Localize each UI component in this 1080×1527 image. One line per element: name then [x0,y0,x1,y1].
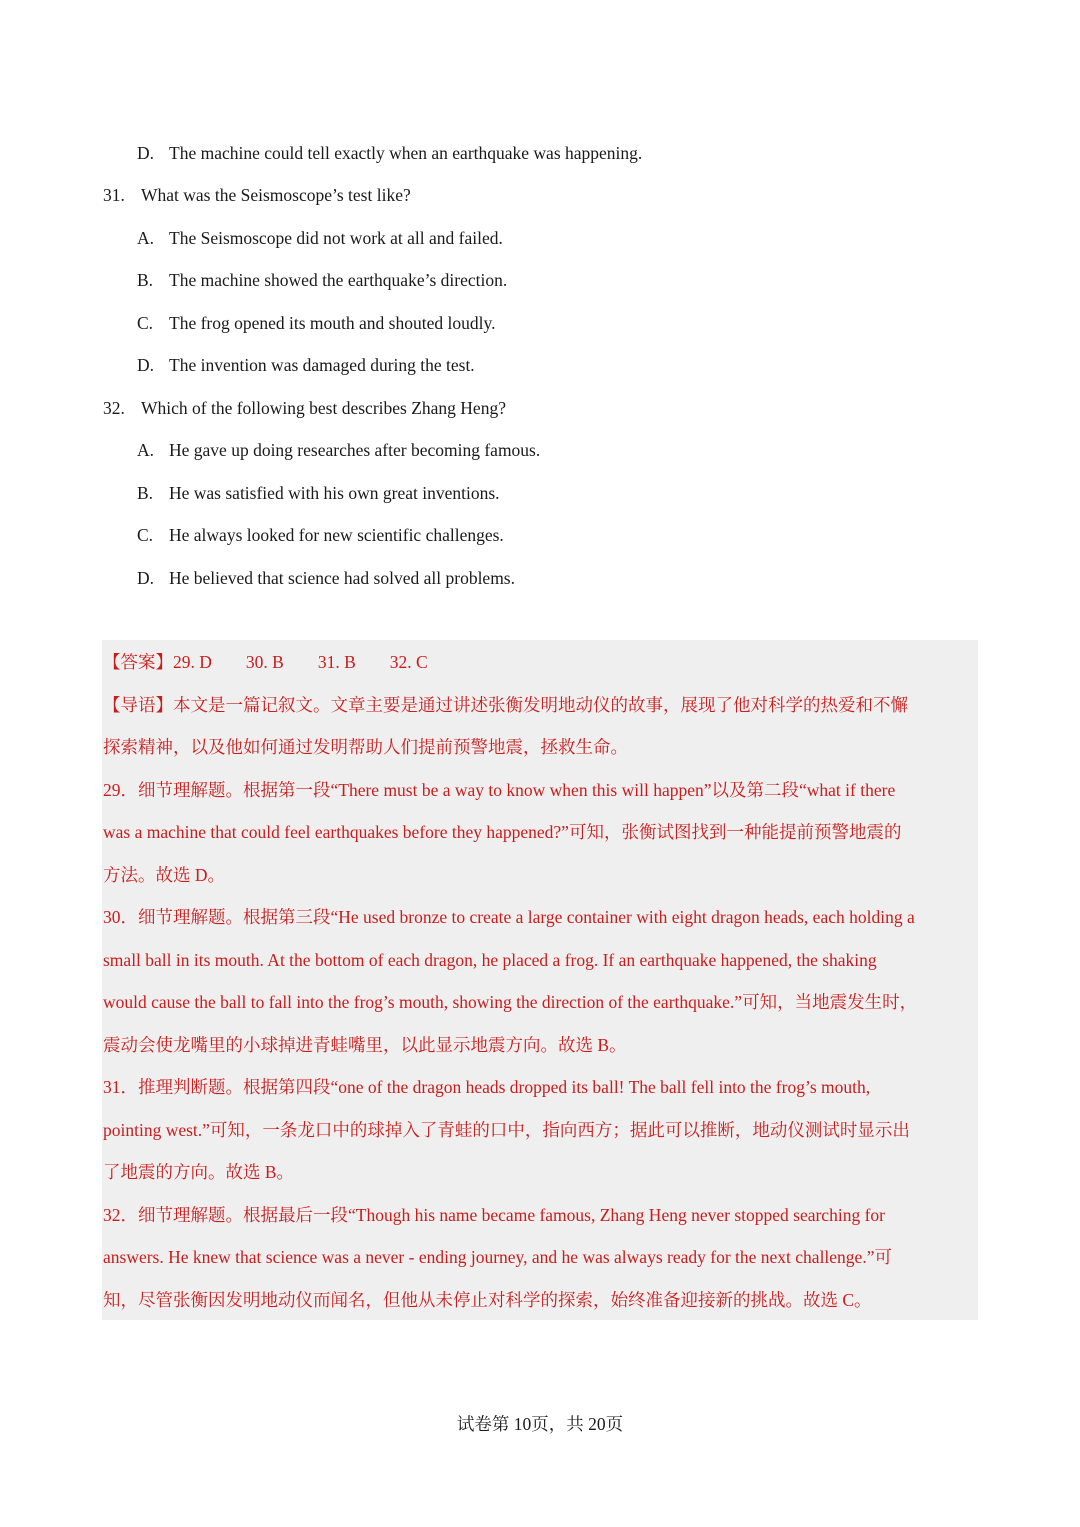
option-letter: A. [137,228,155,248]
option-letter: C. [137,313,154,333]
option-text: He believed that science had solved all problems. [169,568,515,588]
option-text: He always looked for new scientific challenges. [169,525,504,545]
explanation-30-line: small ball in its mouth. At the bottom of each dragon, he placed a frog. If an earthquake happened, the shaking [103,950,877,970]
intro-text: 本文是一篇记叙文。文章主要是通过讲述张衡发明地动仪的故事，展现了他对科学的热爱和不懈 [173,695,908,715]
question-text: Which of the following best describes Zhang Heng? [141,398,506,418]
answers-label: 【答案】 [103,652,173,672]
option-text: He gave up doing researches after becoming famous. [169,440,541,460]
option-letter: D. [137,355,155,375]
option-letter: B. [137,483,154,503]
explanation-29-line: was a machine that could feel earthquakes before they happened?”可知，张衡试图找到一种能提前预警地震的 [103,822,902,842]
answer-30: 30. B [245,652,284,672]
answers-line [103,650,428,674]
q31-option-d [137,353,475,377]
question-text: What was the Seismoscope’s test like? [141,185,411,205]
question-number: 32. [103,398,125,418]
intro-label: 【导语】 [103,695,173,715]
explanation-32-line: 32．细节理解题。根据最后一段“Though his name became famous, Zhang Heng never stopped searching for [103,1205,885,1225]
question-number: 31. [103,185,125,205]
q31-option-c [137,311,495,335]
option-text: The Seismoscope did not work at all and failed. [169,228,503,248]
explanation-31-line: pointing west.”可知，一条龙口中的球掉入了青蛙的口中，指向西方；据此可以推断，地动仪测试时显示出 [103,1120,910,1140]
explanation-31-line: 了地震的方向。故选 B。 [103,1162,295,1182]
q32-option-a [137,438,540,462]
option-text: The machine showed the earthquake’s direction. [169,270,508,290]
page-footer: 试卷第 10页，共 20页 [456,1414,624,1434]
explanation-32-line: 知，尽管张衡因发明地动仪而闻名，但他从未停止对科学的探索，始终准备迎接新的挑战。故选 C。 [103,1290,872,1310]
q32-option-c [137,523,504,547]
explanation-30-line: 30．细节理解题。根据第三段“He used bronze to create a large container with eight dragon heads, each holding a [103,907,915,927]
answer-29: 29. D [173,652,212,672]
intro-line-1 [103,693,908,717]
option-letter: D. [137,143,155,163]
option-text: The frog opened its mouth and shouted loudly. [169,313,496,333]
option-letter: B. [137,270,154,290]
option-letter: D. [137,568,155,588]
option-text: The invention was damaged during the test. [169,355,475,375]
q32-option-d [137,566,515,590]
q30-option-d [137,141,642,165]
option-letter: A. [137,440,155,460]
explanation-32-line: answers. He knew that science was a never - ending journey, and he was always ready for the next challenge.”可 [103,1247,892,1267]
answer-32: 32. C [389,652,428,672]
explanation-29-line: 方法。故选 D。 [103,865,226,885]
question-31-stem [103,183,411,207]
option-text: The machine could tell exactly when an earthquake was happening. [169,143,643,163]
answer-31: 31. B [317,652,356,672]
q31-option-a [137,226,503,250]
option-letter: C. [137,525,154,545]
explanation-30-line: would cause the ball to fall into the frog’s mouth, showing the direction of the earthquake.”可知，当地震发生时， [103,992,918,1012]
question-32-stem [103,396,506,420]
q32-option-b [137,481,500,505]
q31-option-b [137,268,507,292]
explanation-30-line: 震动会使龙嘴里的小球掉进青蛙嘴里，以此显示地震方向。故选 B。 [103,1035,627,1055]
intro-line-2: 探索精神，以及他如何通过发明帮助人们提前预警地震，拯救生命。 [103,737,628,757]
explanation-31-line: 31．推理判断题。根据第四段“one of the dragon heads dropped its ball! The ball fell into the frog’s mouth, [103,1077,871,1097]
explanation-29-line: 29．细节理解题。根据第一段“There must be a way to know when this will happen”以及第二段“what if there [103,780,896,800]
option-text: He was satisfied with his own great inventions. [169,483,500,503]
